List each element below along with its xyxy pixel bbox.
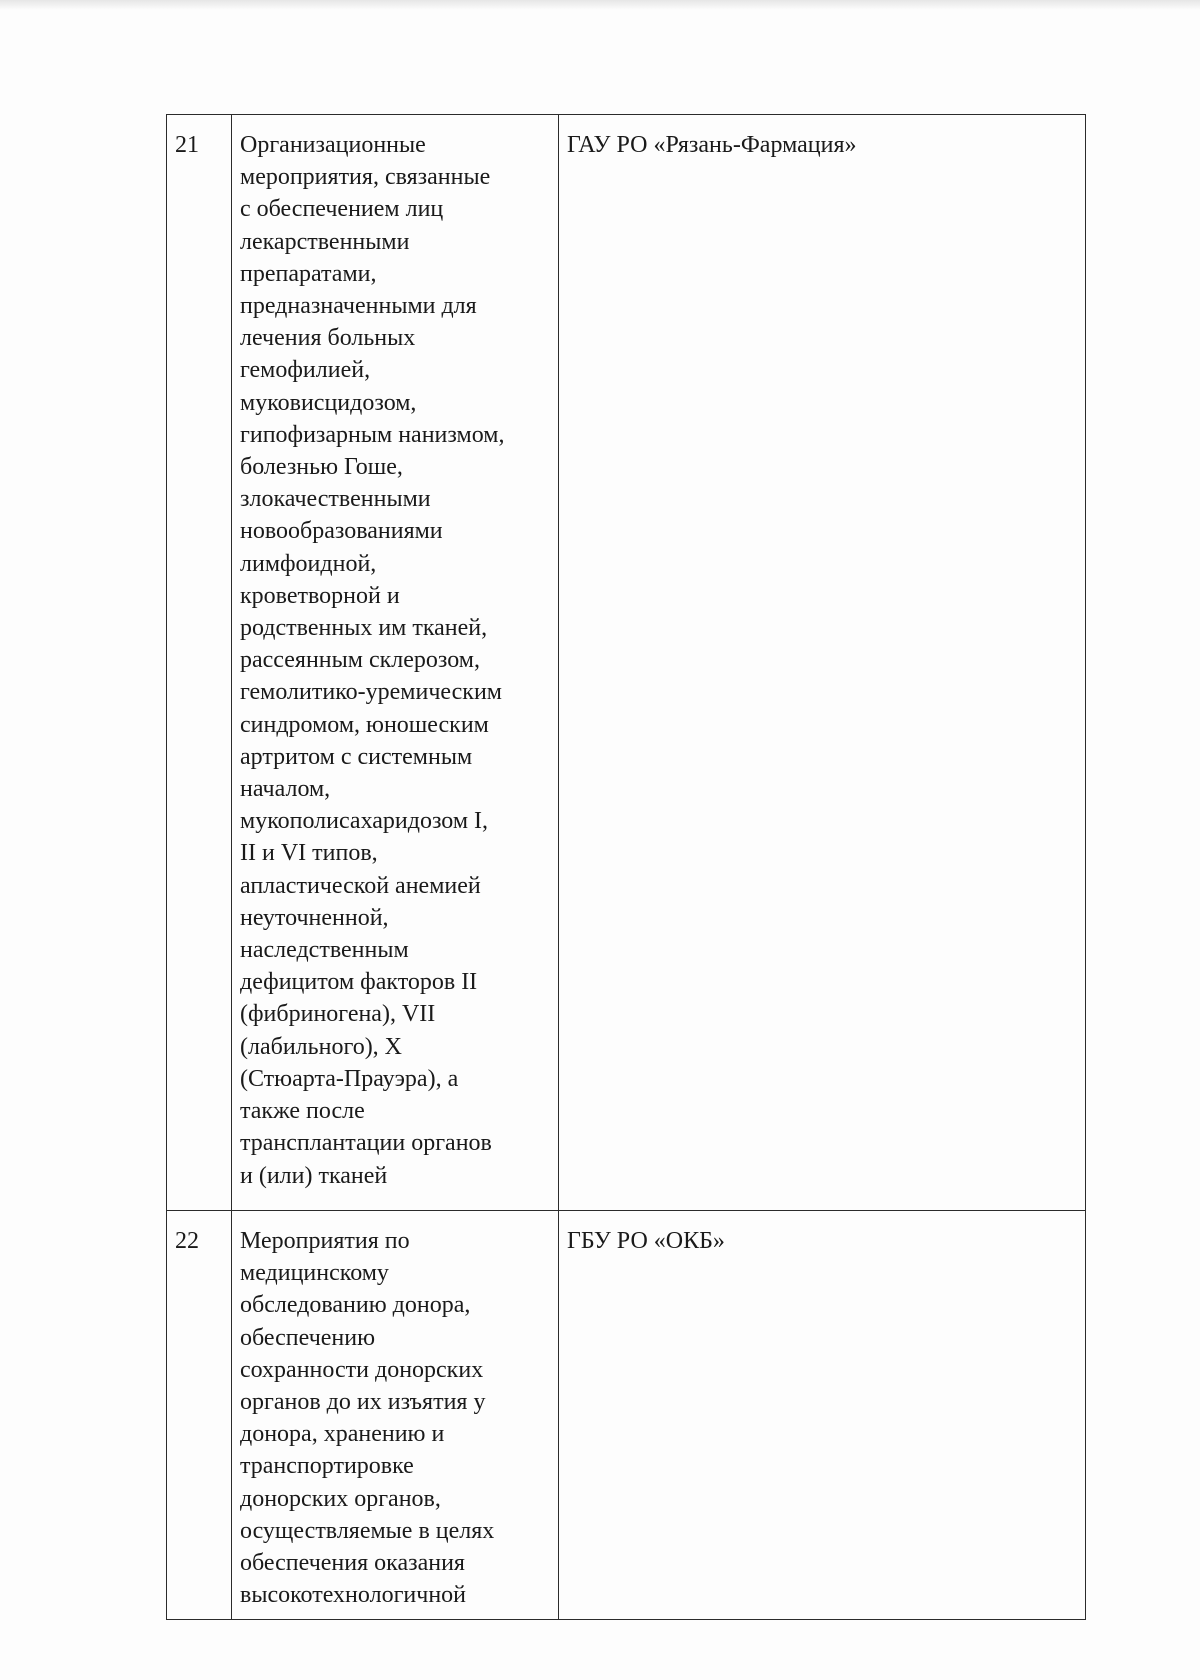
description-line: артритом с системным (240, 743, 473, 770)
description-line: муковисцидозом, (240, 389, 417, 416)
description-line: лечения больных (240, 325, 416, 352)
description-line: обеспечению (240, 1324, 376, 1351)
description-line: с обеспечением лиц (240, 196, 444, 223)
description-line: (Стюарта-Прауэра), а (240, 1065, 459, 1092)
executor-name: ГБУ РО «ОКБ» (567, 1228, 725, 1254)
description-line: трансплантации органов (240, 1130, 492, 1157)
description-line: лимфоидной, (240, 550, 377, 577)
description-line: донора, хранению и (240, 1421, 445, 1448)
description-line: осуществляемые в целях (240, 1517, 495, 1544)
description-line: апластической анемией (240, 872, 481, 899)
description-cell (232, 115, 559, 1211)
row-number-cell (167, 115, 232, 1211)
description-line: также после (240, 1098, 365, 1125)
description-line: злокачественными (240, 486, 431, 513)
description-line: обследованию донора, (240, 1292, 471, 1319)
description-line: Организационные (240, 132, 426, 158)
description-line: болезнью Гоше, (240, 454, 403, 481)
row-number: 22 (175, 1228, 199, 1254)
description-cell (232, 1211, 559, 1620)
description-line: медицинскому (240, 1260, 389, 1287)
row-number-cell (167, 1211, 232, 1620)
table-row (167, 115, 1086, 1211)
scan-edge-shade (0, 0, 1200, 10)
description-line: мероприятия, связанные (240, 164, 491, 191)
description-line: гемофилией, (240, 357, 371, 384)
row-number: 21 (175, 132, 199, 158)
description-line: гипофизарным нанизмом, (240, 421, 505, 448)
description-line: дефицитом факторов II (240, 969, 478, 996)
description-line: синдромом, юношеским (240, 711, 489, 738)
description-line: (лабильного), X (240, 1033, 403, 1060)
description-line: транспортировке (240, 1453, 414, 1480)
description-line: лекарственными (240, 228, 410, 255)
description-line: началом, (240, 776, 331, 803)
executor-cell (559, 115, 1086, 1211)
table-row (167, 1211, 1086, 1620)
description-line: Мероприятия по (240, 1228, 410, 1254)
description-line: препаратами, (240, 260, 377, 287)
description-line: обеспечения оказания (240, 1550, 465, 1577)
description-line: новообразованиями (240, 518, 443, 545)
measures-table (166, 114, 1086, 1620)
description-line: и (или) тканей (240, 1162, 388, 1189)
executor-name: ГАУ РО «Рязань-Фармация» (567, 132, 857, 158)
description-line: органов до их изъятия у (240, 1389, 486, 1416)
description-line: наследственным (240, 937, 409, 964)
description-line: гемолитико-уремическим (240, 679, 502, 706)
description-line: (фибриногена), VII (240, 1001, 436, 1028)
description-line: сохранности донорских (240, 1356, 484, 1383)
description-line: донорских органов, (240, 1485, 441, 1512)
executor-cell (559, 1211, 1086, 1620)
description-line: высокотехнологичной (240, 1582, 467, 1609)
description-line: II и VI типов, (240, 840, 378, 867)
description-line: мукополисахаридозом I, (240, 808, 489, 835)
description-line: предназначенными для (240, 293, 477, 320)
description-line: рассеянным склерозом, (240, 647, 480, 674)
description-line: кроветворной и (240, 582, 400, 609)
description-line: родственных им тканей, (240, 615, 488, 642)
description-line: неуточненной, (240, 904, 389, 931)
